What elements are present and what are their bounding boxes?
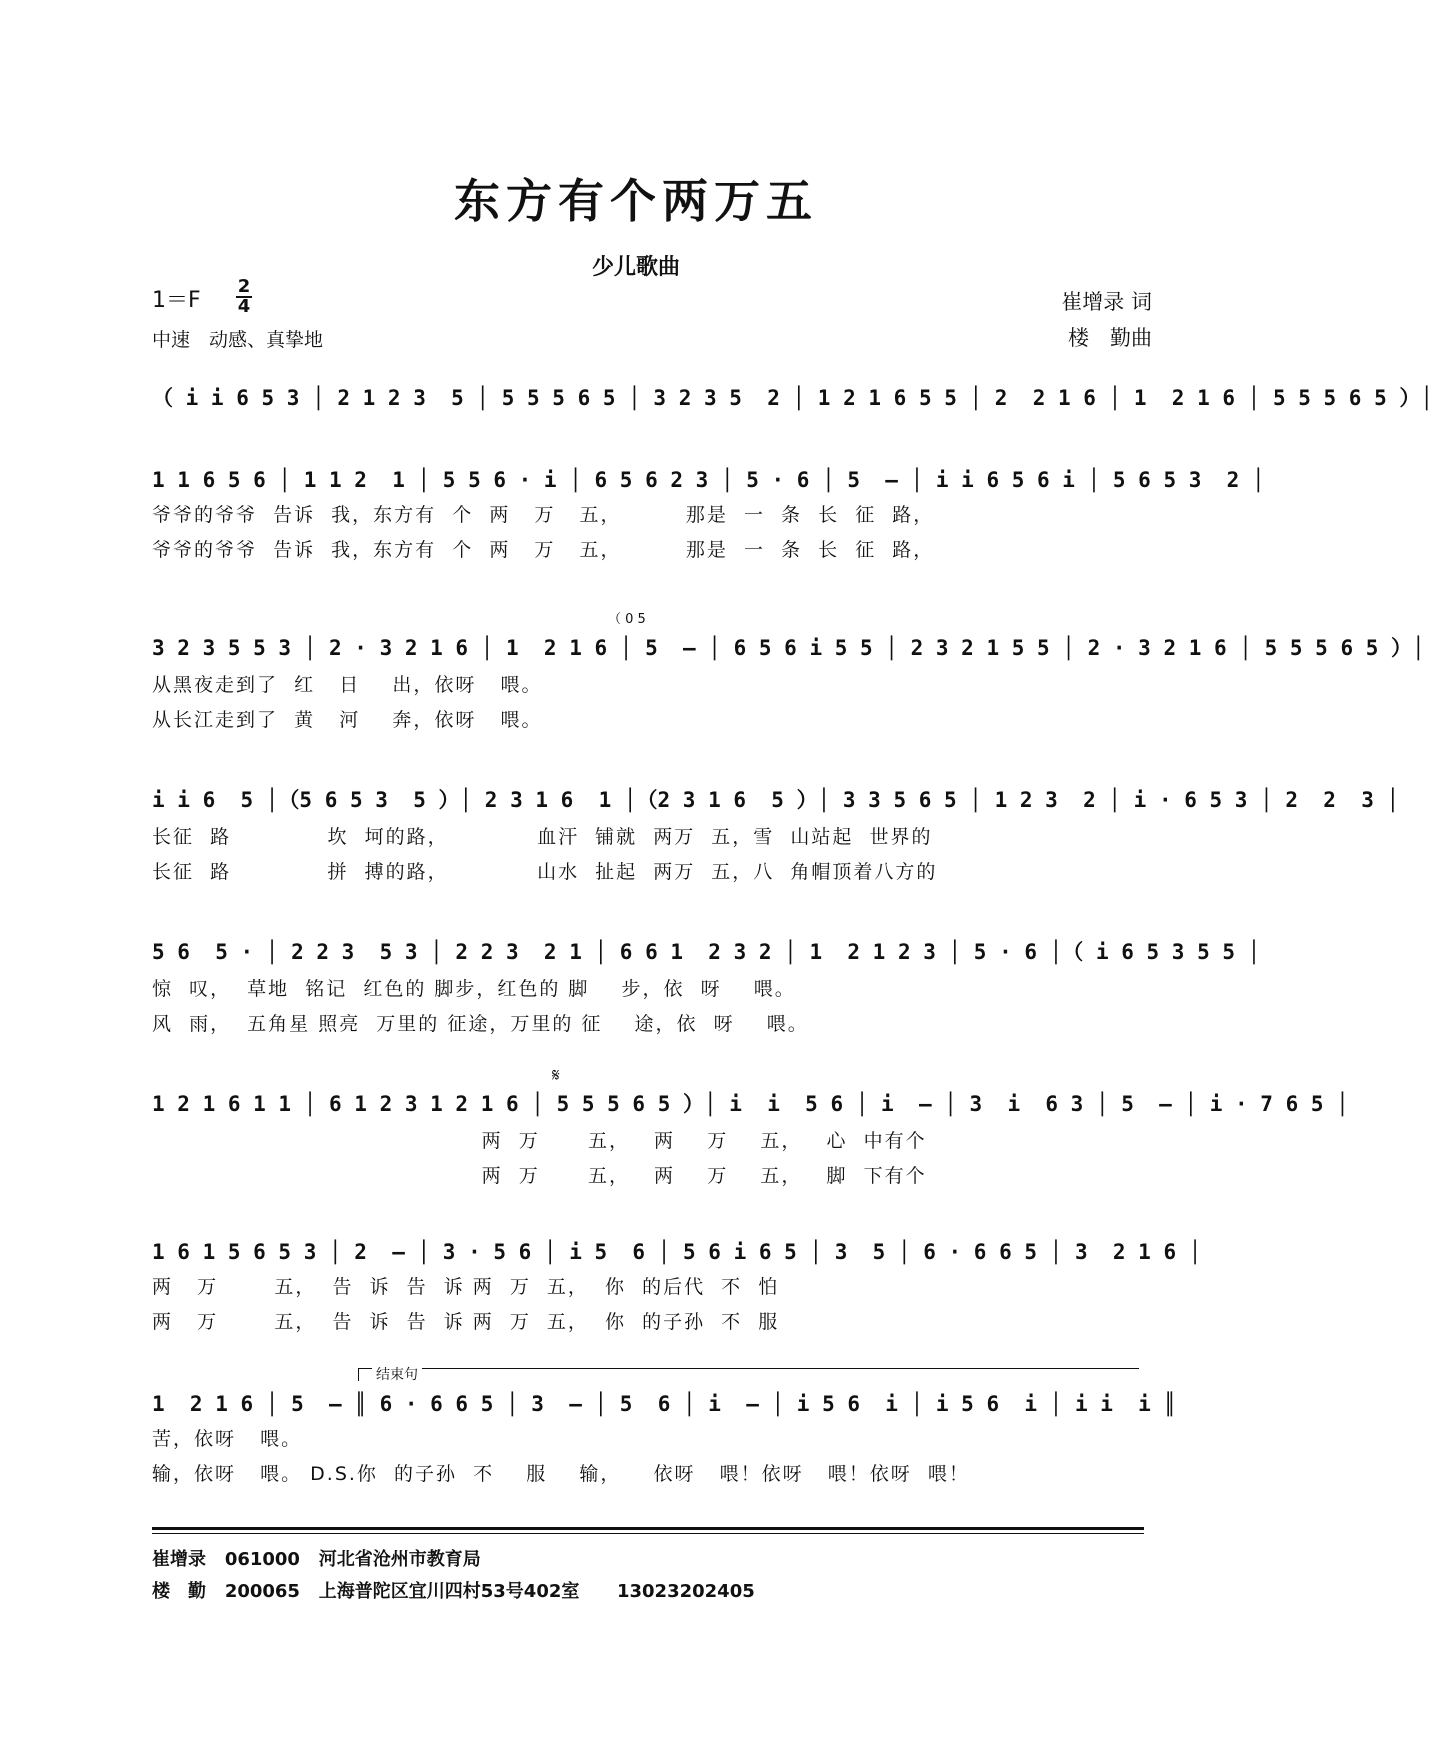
segno-mark: 𝄋 [552, 1065, 560, 1086]
lyrics-verse-1: 爷爷的爷爷 告诉 我，东方有 个 两 万 五， 那是 一 条 长 征 路， [152, 504, 935, 526]
footer-contact-2 [152, 1577, 755, 1603]
footer-address: 200065 上海普陀区宜川四村53号402室 13023202405 [224, 1581, 755, 1602]
composer: 楼 勤曲 [1068, 326, 1152, 350]
notation-line: （ i i 6 5 3 │ 2 1 2 3 5 │ 5 5 5 6 5 │ 3 2 3 5 2 │ 1 2 1 6 5 5 │ 2 2 1 6 │ 1 2 1 6 │ 5 5 5 6 5 ）│ [152, 386, 1433, 410]
score-system-1 [152, 382, 1433, 412]
lyrics-verse-1: 从黑夜走到了 红 日 出，依呀 喂。 [152, 674, 543, 696]
notation-line: 3 2 3 5 5 3 │ 2 · 3 2 1 6 │ 1 2 1 6 │ 5 – │ 6 5 6 i 5 5 │ 2 3 2 1 5 5 │ 2 · 3 2 1 6 │ 5 5 5 6 5 ）│ [152, 636, 1425, 660]
notation-line: i i 6 5 │（5 6 5 3 5 ）│ 2 3 1 6 1 │（2 3 1 6 5 ）│ 3 3 5 6 5 │ 1 2 3 2 │ i · 6 5 3 │ 2 2 3 │ [152, 788, 1400, 812]
lyrics-verse-1: 长征 路 坎 坷的路， 血汗 铺就 两万 五，雪 山站起 世界的 [152, 826, 933, 848]
time-signature-top: 2 [237, 276, 251, 297]
footer-rule-thin [152, 1533, 1144, 1534]
time-signature-bottom: 4 [237, 296, 251, 317]
lyrics-verse-2: 输，依呀 喂。 D.S.你 的子孙 不 服 输， 依呀 喂！依呀 喂！依呀 喂！ [152, 1463, 970, 1485]
notation-line: 5 6 5 · │ 2 2 3 5 3 │ 2 2 3 2 1 │ 6 6 1 2 3 2 │ 1 2 1 2 3 │ 5 · 6 │（ i 6 5 3 5 5 │ [152, 940, 1261, 964]
page-title: 东方有个两万五 [454, 174, 818, 228]
notation-line: 1 2 1 6 1 1 │ 6 1 2 3 1 2 1 6 │ 5 5 5 6 5 ）│ i i 5 6 │ i – │ 3 i 6 3 │ 5 – │ i · 7 6 5 │ [152, 1092, 1349, 1116]
lyrics-verse-2: 两 万 五， 两 万 五， 脚 下有个 [152, 1165, 927, 1187]
footer-name: 楼 勤 [152, 1581, 206, 1602]
rest-marking: （ 0 5 [608, 612, 646, 627]
lyrics-verse-1: 两 万 五， 两 万 五， 心 中有个 [152, 1130, 927, 1152]
lyricist: 崔增录 词 [1061, 290, 1152, 314]
key-signature: 1＝F [152, 288, 201, 313]
lyrics-verse-1: 惊 叹， 草地 铭记 红色的 脚步，红色的 脚 步，依 呀 喂。 [152, 978, 796, 1000]
lyrics-verse-2: 长征 路 拼 搏的路， 山水 扯起 两万 五，八 角帽顶着八方的 [152, 861, 938, 883]
footer-contact-1 [152, 1545, 481, 1571]
ending-bracket [358, 1368, 1139, 1381]
time-signature [236, 278, 252, 316]
lyrics-verse-2: 从长江走到了 黄 河 奔，依呀 喂。 [152, 709, 543, 731]
score-system-8 [152, 1392, 1177, 1486]
lyrics-verse-2: 风 雨， 五角星 照亮 万里的 征途，万里的 征 途，依 呀 喂。 [152, 1013, 809, 1035]
score-system-4 [152, 784, 1400, 884]
notation-line: 1 6 1 5 6 5 3 │ 2 – │ 3 · 5 6 │ i 5 6 │ 5 6 i 6 5 │ 3 5 │ 6 · 6 6 5 │ 3 2 1 6 │ [152, 1240, 1202, 1264]
lyrics-verse-1: 苦，依呀 喂。 [152, 1428, 303, 1450]
score-system-6 [152, 1088, 1349, 1188]
notation-line: 1 2 1 6 │ 5 – ║ 6 · 6 6 5 │ 3 – │ 5 6 │ i – │ i 5 6 i │ i 5 6 i │ i i i ║ [152, 1392, 1177, 1416]
score-system-7 [152, 1240, 1202, 1334]
lyrics-verse-2: 两 万 五， 告 诉 告 诉 两 万 五， 你 的子孙 不 服 [152, 1311, 780, 1333]
ending-label: 结束句 [372, 1364, 422, 1384]
score-system-2 [152, 468, 1265, 562]
score-system-5 [152, 936, 1261, 1036]
lyrics-verse-2: 爷爷的爷爷 告诉 我，东方有 个 两 万 五， 那是 一 条 长 征 路， [152, 539, 935, 561]
tempo-marking: 中速 动感、真挚地 [152, 329, 324, 351]
footer-name: 崔增录 [152, 1549, 206, 1570]
score-system-3 [152, 632, 1425, 732]
notation-line: 1 1 6 5 6 │ 1 1 2 1 │ 5 5 6 · i │ 6 5 6 2 3 │ 5 · 6 │ 5 – │ i i 6 5 6 i │ 5 6 5 3 2 │ [152, 468, 1265, 492]
footer-rule [152, 1527, 1144, 1530]
lyrics-verse-1: 两 万 五， 告 诉 告 诉 两 万 五， 你 的后代 不 怕 [152, 1276, 780, 1298]
footer-address: 061000 河北省沧州市教育局 [224, 1549, 481, 1570]
subtitle: 少儿歌曲 [591, 255, 680, 280]
